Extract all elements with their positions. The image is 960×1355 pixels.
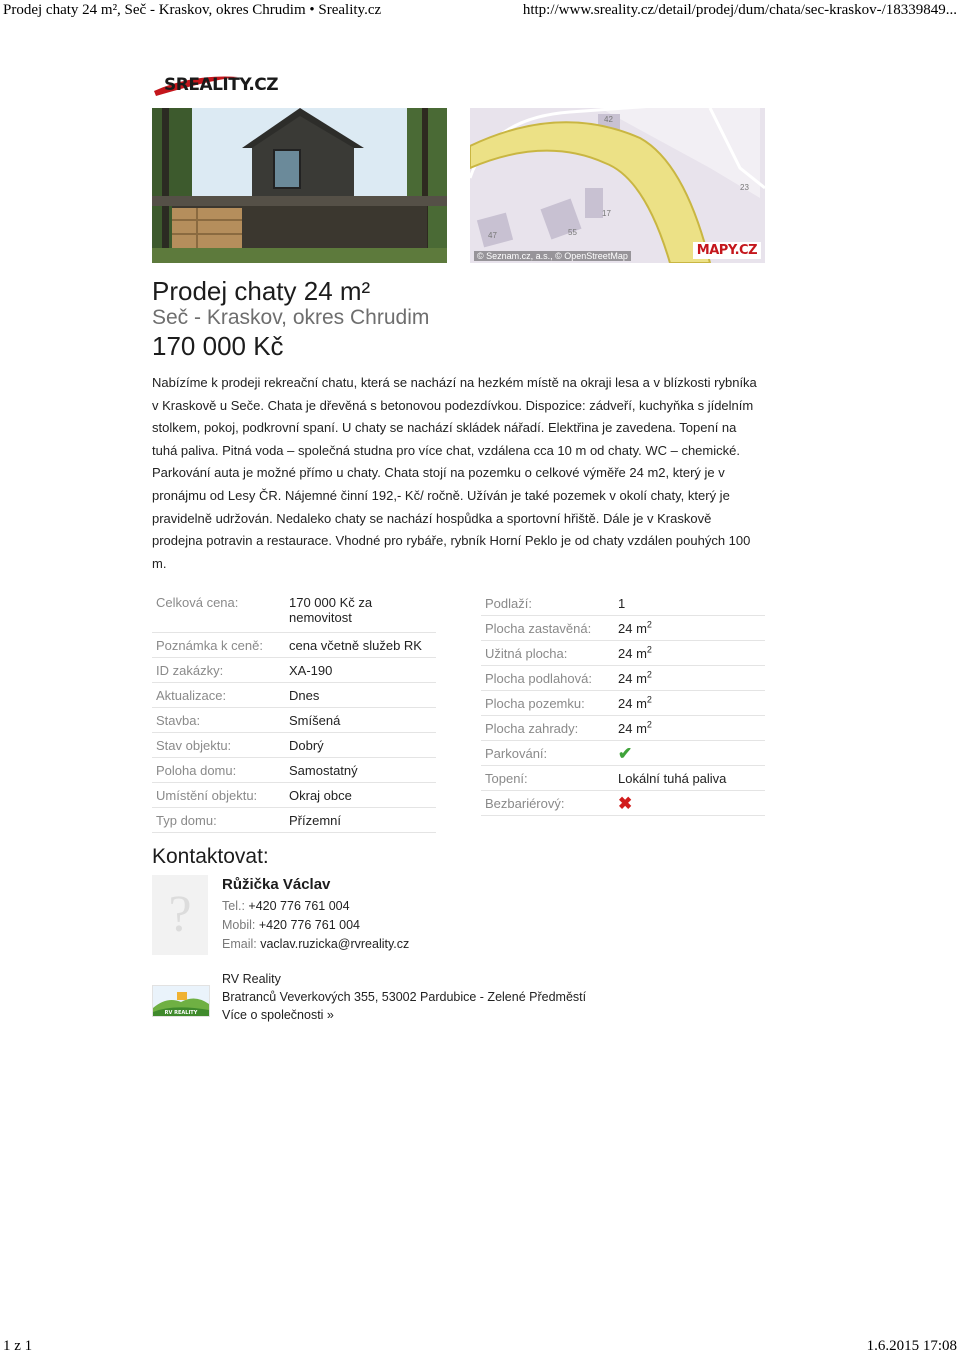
param-value: Přízemní <box>285 808 436 833</box>
param-label: Topení: <box>481 766 614 791</box>
property-photo[interactable] <box>152 108 447 263</box>
area-unit-sup: 2 <box>646 669 652 680</box>
param-row <box>152 733 436 758</box>
param-label: Bezbariérový: <box>481 791 614 816</box>
param-label: Užitná plocha: <box>481 641 614 666</box>
param-value: Samostatný <box>285 758 436 783</box>
map-house-number: 47 <box>488 231 497 240</box>
param-row <box>481 741 765 766</box>
param-row <box>152 758 436 783</box>
param-value <box>614 691 765 716</box>
listing-price: 170 000 Kč <box>152 331 284 361</box>
param-label: Stavba: <box>152 708 285 733</box>
map-house-number: 23 <box>740 183 749 192</box>
check-icon: ✔ <box>618 743 633 763</box>
print-header-url: http://www.sreality.cz/detail/prodej/dum/chata/sec-kraskov-/18339849... <box>522 2 957 18</box>
agent-mobile[interactable]: +420 776 761 004 <box>258 918 360 932</box>
param-row <box>152 633 436 658</box>
param-value: Smíšená <box>285 708 436 733</box>
listing-location: Seč - Kraskov, okres Chrudim <box>152 306 430 329</box>
mapy-cz-logo[interactable]: MAPY.CZ <box>693 242 761 259</box>
print-footer-page: 1 z 1 <box>3 1338 33 1354</box>
contact-heading: Kontaktovat: <box>152 845 269 868</box>
param-value: Lokální tuhá paliva <box>614 766 765 791</box>
param-label: Plocha pozemku: <box>481 691 614 716</box>
param-value: 1 <box>614 591 765 616</box>
map-house-number: 55 <box>568 228 577 237</box>
param-value: Dobrý <box>285 733 436 758</box>
agent-phone[interactable]: +420 776 761 004 <box>248 899 350 913</box>
param-label: Plocha zahrady: <box>481 716 614 741</box>
listing-title: Prodej chaty 24 m² <box>152 276 371 306</box>
area-unit-sup: 2 <box>646 694 652 705</box>
param-row <box>481 591 765 616</box>
param-row <box>481 791 765 816</box>
params-table-right <box>481 591 765 816</box>
area-value: 24 m <box>618 720 647 736</box>
cross-icon: ✖ <box>618 793 633 813</box>
location-map[interactable] <box>470 108 765 263</box>
param-value: 170 000 Kč za nemovitost <box>285 591 436 633</box>
param-row <box>152 808 436 833</box>
param-label: Poznámka k ceně: <box>152 633 285 658</box>
map-attribution[interactable]: © Seznam.cz, a.s., © OpenStreetMap <box>474 251 631 261</box>
sreality-logo[interactable] <box>152 66 322 100</box>
company-name: RV Reality <box>222 972 281 986</box>
area-value: 24 m <box>618 645 647 661</box>
area-unit-sup: 2 <box>646 619 652 630</box>
param-value: XA-190 <box>285 658 436 683</box>
mobile-label: Mobil: <box>222 918 256 932</box>
area-unit-sup: 2 <box>646 719 652 730</box>
param-label: Celková cena: <box>152 591 285 633</box>
param-label: Umístění objektu: <box>152 783 285 808</box>
phone-label: Tel.: <box>222 899 245 913</box>
param-row <box>481 641 765 666</box>
area-value: 24 m <box>618 620 647 636</box>
param-label: Poloha domu: <box>152 758 285 783</box>
param-row <box>152 658 436 683</box>
area-unit-sup: 2 <box>646 644 652 655</box>
param-label: Plocha podlahová: <box>481 666 614 691</box>
param-row <box>152 708 436 733</box>
company-logo[interactable] <box>152 985 210 1017</box>
agent-name: Růžička Václav <box>222 876 331 893</box>
agent-phone-row <box>222 899 350 913</box>
company-address: Bratranců Veverkových 355, 53002 Pardubice - Zelené Předměstí <box>222 990 587 1004</box>
agent-email-row <box>222 937 409 951</box>
param-row <box>481 666 765 691</box>
param-row <box>481 766 765 791</box>
param-value <box>614 641 765 666</box>
company-more-link[interactable]: Více o společnosti » <box>222 1008 334 1022</box>
param-value: Okraj obce <box>285 783 436 808</box>
param-label: Aktualizace: <box>152 683 285 708</box>
area-value: 24 m <box>618 670 647 686</box>
area-value: 24 m <box>618 695 647 711</box>
param-value <box>614 716 765 741</box>
param-row <box>481 616 765 641</box>
map-house-number: 42 <box>604 115 613 124</box>
param-label: Plocha zastavěná: <box>481 616 614 641</box>
param-label: Podlaží: <box>481 591 614 616</box>
param-value <box>614 666 765 691</box>
param-row <box>481 691 765 716</box>
param-value: Dnes <box>285 683 436 708</box>
email-label: Email: <box>222 937 257 951</box>
print-header-title: Prodej chaty 24 m², Seč - Kraskov, okres Chrudim • Sreality.cz <box>3 2 382 18</box>
param-value <box>614 791 765 816</box>
print-footer-date: 1.6.2015 17:08 <box>866 1338 957 1354</box>
agent-mobile-row <box>222 918 360 932</box>
listing-description: Nabízíme k prodeji rekreační chatu, která se nachází na hezkém místě na okraji lesa a v blízkosti rybníka v Kraskově u Seče. Chata je dřevěná s betonovou podezdívkou. Dispozice: zádveří, kuchyňka s jídelním stolkem, pokoj, podkrovní spaní. U chaty se nachází skládek nářadí. Elektřina je zavedena. Topení na tuhá paliva. Pitná voda – společná studna pro více chat, vzdálena cca 10 m od chaty. WC – chemické. Parkování auta je možné přímo u chaty. Chata stojí na pozemku o celkové výměře 24 m2, který je v pronájmu od Lesy ČR. Nájemné činní 192,- Kč/ ročně. Užíván je také pozemek v okolí chaty, který je pravidelně udržován. Nedaleko chaty se nachází hospůdka a sportovní hřiště. Dále je v Kraskově prodejna potravin a restaurace. Vhodné pro rybáře, rybník Horní Peklo je od chaty vzdálen pouhých 100 m. <box>152 375 757 571</box>
company-more-row <box>222 1008 334 1022</box>
param-row <box>481 716 765 741</box>
param-label: ID zakázky: <box>152 658 285 683</box>
map-house-number: 17 <box>602 209 611 218</box>
logo-text: SREALITY.CZ <box>164 75 279 95</box>
param-value <box>614 616 765 641</box>
param-row <box>152 591 436 633</box>
param-value <box>614 741 765 766</box>
agent-avatar-placeholder: ? <box>152 875 208 955</box>
company-logo-text: RV REALITY <box>164 1010 198 1016</box>
param-label: Typ domu: <box>152 808 285 833</box>
param-row <box>152 683 436 708</box>
param-row <box>152 783 436 808</box>
param-label: Parkování: <box>481 741 614 766</box>
param-label: Stav objektu: <box>152 733 285 758</box>
agent-email[interactable]: vaclav.ruzicka@rvreality.cz <box>260 937 410 951</box>
param-value: cena včetně služeb RK <box>285 633 436 658</box>
params-table-left <box>152 591 436 833</box>
